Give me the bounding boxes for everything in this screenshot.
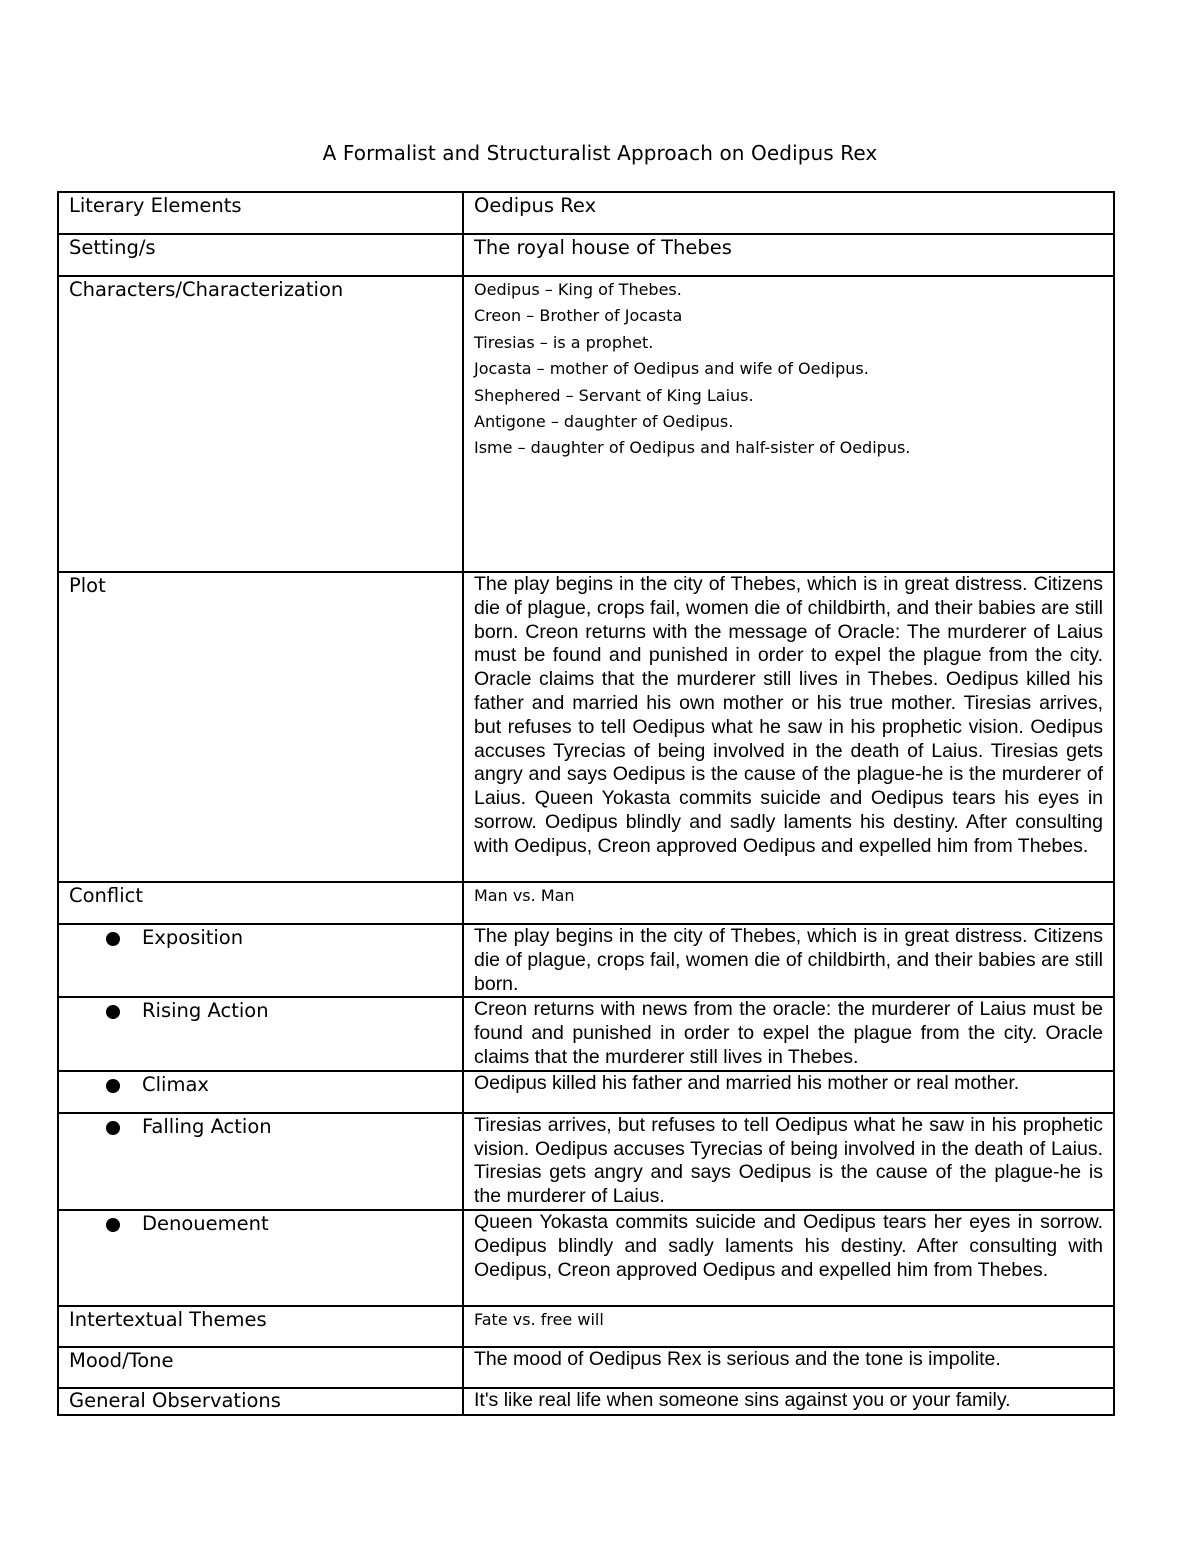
character-item: Jocasta – mother of Oedipus and wife of Oedipus. <box>474 359 869 379</box>
row-conflict <box>58 882 1114 924</box>
bullet-icon <box>106 932 120 946</box>
document-title: A Formalist and Structuralist Approach on Oedipus Rex <box>322 141 878 165</box>
exposition-cell <box>58 924 463 997</box>
observations-label: General Observations <box>58 1388 463 1415</box>
row-denouement <box>58 1210 1114 1306</box>
header-oedipus-rex: Oedipus Rex <box>463 192 1114 234</box>
bullet-icon <box>106 1218 120 1232</box>
falling-action-label: Falling Action <box>142 1114 272 1138</box>
themes-label: Intertextual Themes <box>58 1306 463 1347</box>
row-falling-action <box>58 1113 1114 1210</box>
row-plot <box>58 572 1114 882</box>
analysis-table <box>57 191 1115 1416</box>
bullet-icon <box>106 1005 120 1019</box>
character-item: Creon – Brother of Jocasta <box>474 306 683 326</box>
row-setting <box>58 234 1114 276</box>
character-item: Isme – daughter of Oedipus and half-sister of Oedipus. <box>474 438 911 458</box>
mood-label: Mood/Tone <box>58 1347 463 1388</box>
mood-value: The mood of Oedipus Rex is serious and the tone is impolite. <box>463 1347 1114 1388</box>
table-header-row <box>58 192 1114 234</box>
observations-value: It's like real life when someone sins against you or your family. <box>463 1388 1114 1415</box>
row-themes <box>58 1306 1114 1347</box>
plot-label: Plot <box>58 572 463 882</box>
rising-action-cell <box>58 997 463 1070</box>
setting-value: The royal house of Thebes <box>463 234 1114 276</box>
rising-action-label: Rising Action <box>142 999 269 1023</box>
denouement-value: Queen Yokasta commits suicide and Oedipus tears her eyes in sorrow. Oedipus blindly and sadly laments his destiny. After consulting with Oedipus, Creon approved Oedipus and expelled him from Thebes. <box>463 1210 1114 1306</box>
header-literary-elements: Literary Elements <box>58 192 463 234</box>
plot-value: The play begins in the city of Thebes, which is in great distress. Citizens die of plague, crops fail, women die of childbirth, and their babies are still born. Creon returns with the message of Oracle: The murderer of Laius must be found and punished in order to expel the plague from the city. Oracle claims that the murderer still lives in Thebes. Oedipus killed his father and married his own mother or his true mother. Tiresias arrives, but refuses to tell Oedipus what he saw in his prophetic vision. Oedipus accuses Tyrecias of being involved in the death of Laius. Tiresias gets angry and says Oedipus is the cause of the plague-he is the murderer of Laius. Queen Yokasta commits suicide and Oedipus tears his eyes in sorrow. Oedipus blindly and sadly laments his destiny. After consulting with Oedipus, Creon approved Oedipus and expelled him from Thebes. <box>463 572 1114 882</box>
setting-label: Setting/s <box>58 234 463 276</box>
characters-list <box>463 276 1114 572</box>
themes-value: Fate vs. free will <box>463 1306 1114 1347</box>
climax-label: Climax <box>142 1072 209 1096</box>
climax-cell <box>58 1071 463 1113</box>
row-mood <box>58 1347 1114 1388</box>
character-item: Oedipus – King of Thebes. <box>474 280 682 299</box>
conflict-label: Conflict <box>58 882 463 924</box>
bullet-icon <box>106 1121 120 1135</box>
falling-action-value: Tiresias arrives, but refuses to tell Oedipus what he saw in his prophetic vision. Oedipus accuses Tyrecias of being involved in the death of Laius. Tiresias gets angry and says Oedipus is the cause of the plague-he is the murderer of Laius. <box>463 1113 1114 1210</box>
row-characters <box>58 276 1114 572</box>
conflict-value: Man vs. Man <box>463 882 1114 924</box>
row-rising-action <box>58 997 1114 1070</box>
falling-action-cell <box>58 1113 463 1210</box>
denouement-label: Denouement <box>142 1211 269 1235</box>
character-item: Tiresias – is a prophet. <box>474 332 654 352</box>
bullet-icon <box>106 1079 120 1093</box>
exposition-value: The play begins in the city of Thebes, which is in great distress. Citizens die of plague, crops fail, women die of childbirth, and their babies are still born. <box>463 924 1114 997</box>
climax-value: Oedipus killed his father and married his mother or real mother. <box>463 1071 1114 1113</box>
row-climax <box>58 1071 1114 1113</box>
row-observations <box>58 1388 1114 1415</box>
denouement-cell <box>58 1210 463 1306</box>
exposition-label: Exposition <box>142 926 244 949</box>
character-item: Shephered – Servant of King Laius. <box>474 385 754 405</box>
rising-action-value: Creon returns with news from the oracle: the murderer of Laius must be found and punished in order to expel the plague from the city. Oracle claims that the murderer still lives in Thebes. <box>463 997 1114 1070</box>
row-exposition <box>58 924 1114 997</box>
character-item: Antigone – daughter of Oedipus. <box>474 412 734 432</box>
characters-label: Characters/Characterization <box>58 276 463 572</box>
